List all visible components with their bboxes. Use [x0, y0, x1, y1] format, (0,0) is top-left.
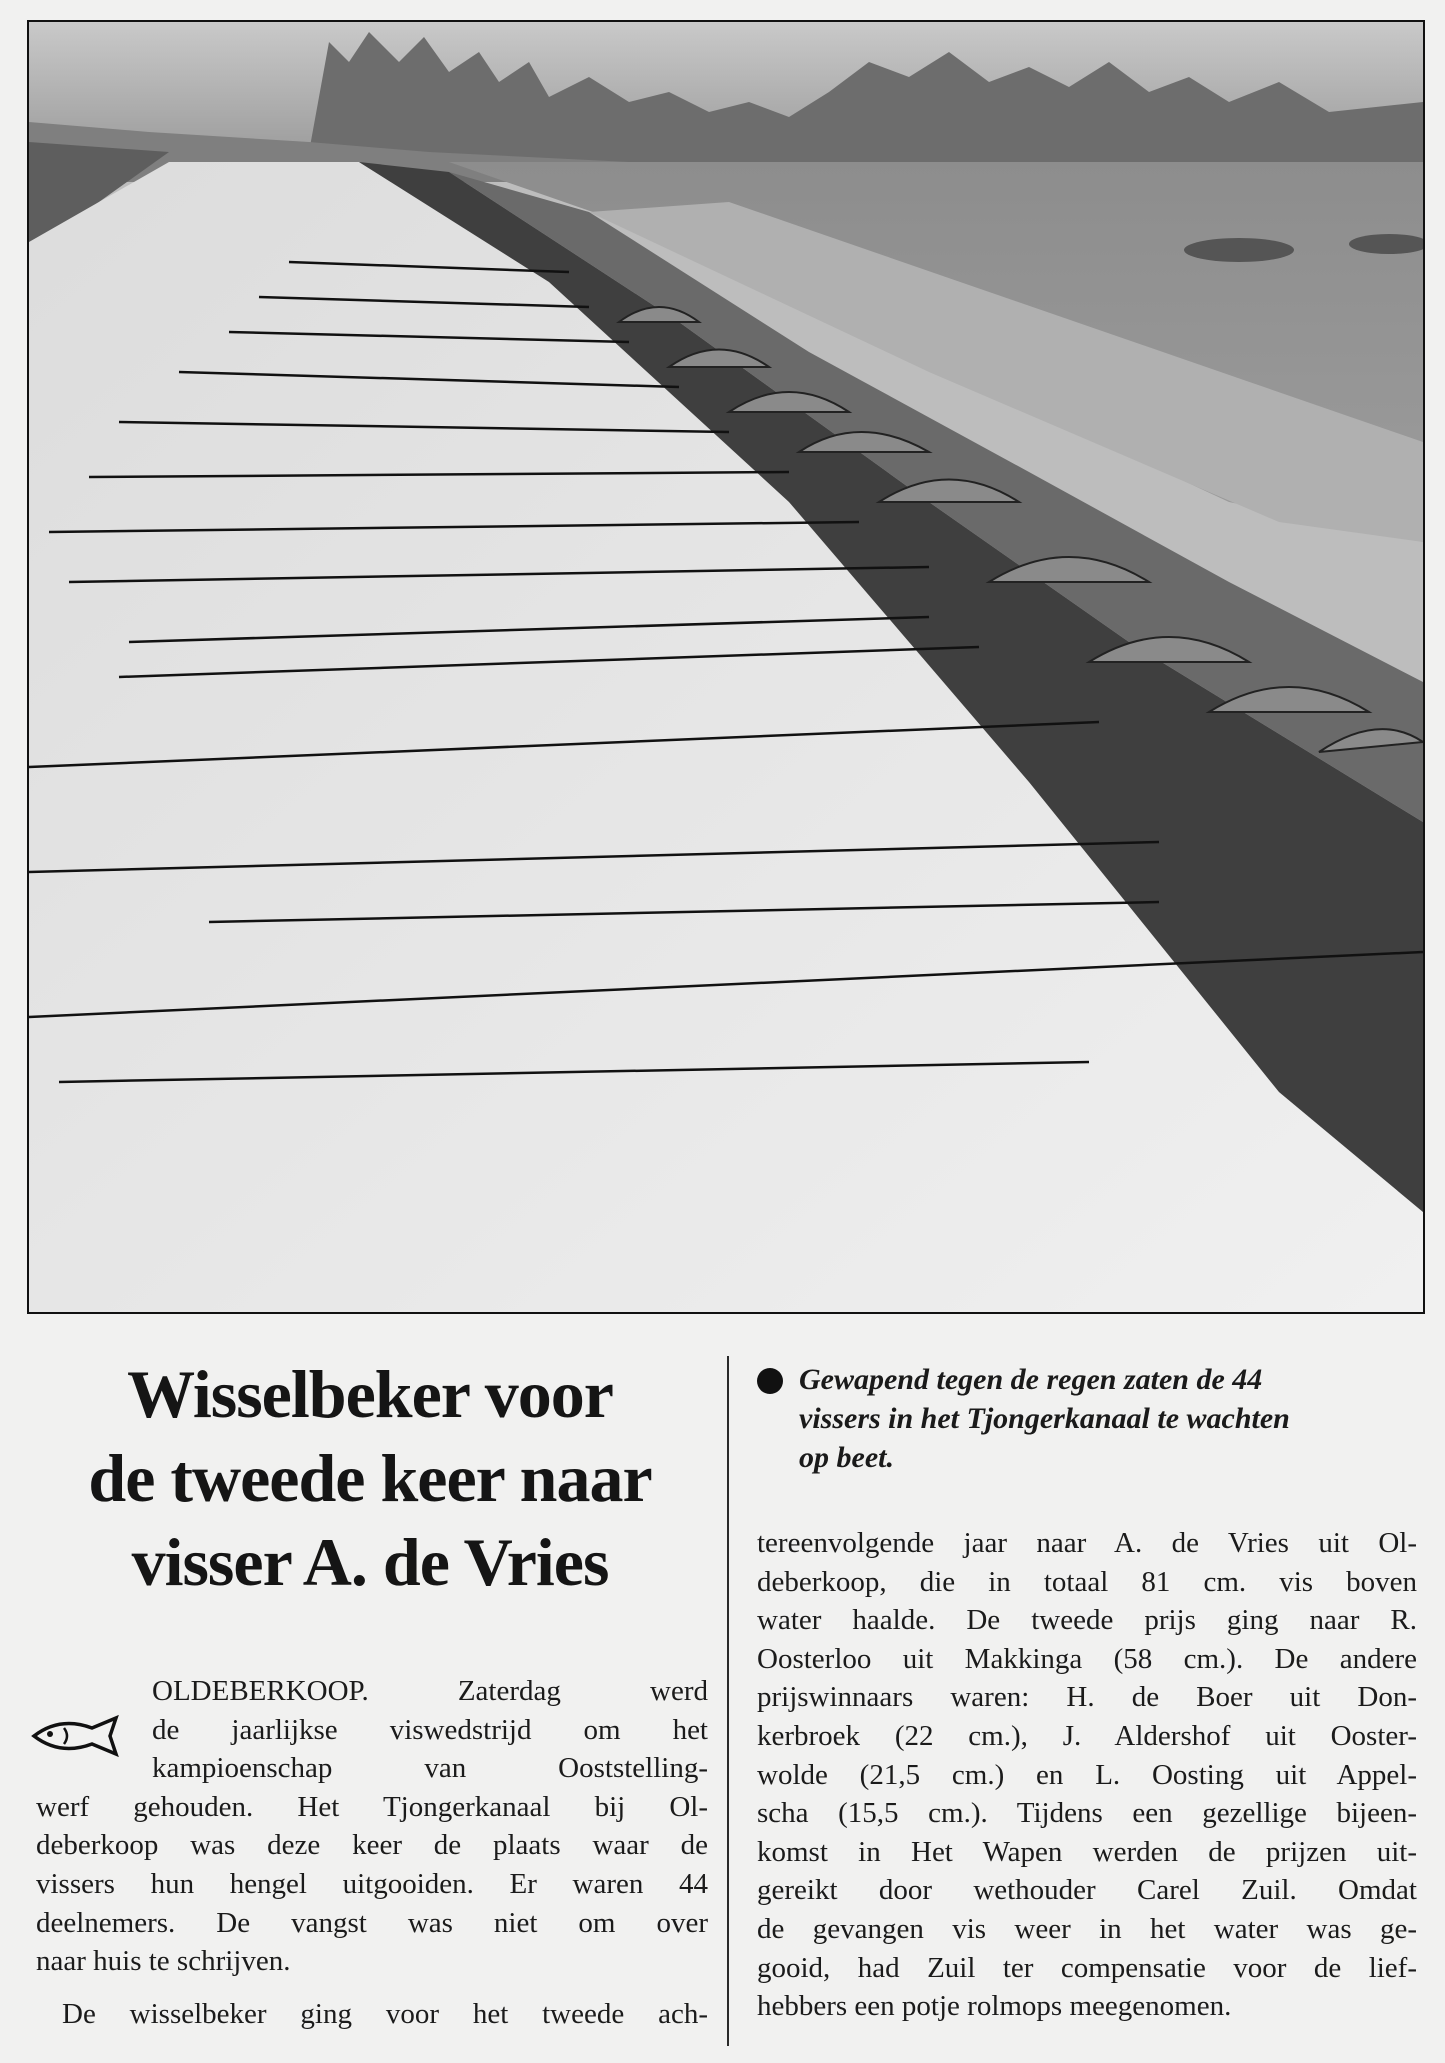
body-line: de gevangen vis weer in het water was ge-	[757, 1912, 1417, 1945]
body-line: deberkoop was deze keer de plaats waar de	[36, 1829, 708, 1862]
body-line: OLDEBERKOOP. Zaterdag werd	[152, 1675, 708, 1707]
caption-line: op beet.	[799, 1441, 894, 1474]
body-line: prijswinnaars waren: H. de Boer uit Don-	[757, 1681, 1417, 1714]
body-line: komst in Het Wapen werden de prijzen uit-	[757, 1835, 1417, 1868]
body-line: kampioenschap van Ooststelling-	[152, 1752, 708, 1785]
body-line: De wisselbeker ging voor het tweede ach-	[62, 1997, 708, 2030]
body-line: deelnemers. De vangst was niet om over	[36, 1906, 708, 1939]
photo-caption	[757, 1360, 1417, 1477]
body-line: scha (15,5 cm.). Tijdens een gezellige bijeen-	[757, 1797, 1417, 1830]
body-line: vissers hun hengel uitgooiden. Er waren 44	[36, 1867, 708, 1900]
body-line: wolde (21,5 cm.) en L. Oosting uit Appel-	[757, 1758, 1417, 1791]
body-line: werf gehouden. Het Tjongerkanaal bij Ol-	[36, 1790, 708, 1823]
headline-line: visser A. de Vries	[131, 1524, 609, 1600]
article-body-right	[757, 1524, 1417, 2026]
body-line: Oosterloo uit Makkinga (58 cm.). De andere	[757, 1642, 1417, 1675]
body-line: naar huis te schrijven.	[36, 1945, 291, 1978]
column-divider	[727, 1356, 729, 2046]
caption-line: Gewapend tegen de regen zaten de 44	[799, 1363, 1263, 1396]
body-line: gereikt door wethouder Carel Zuil. Omdat	[757, 1874, 1417, 1907]
body-line: de jaarlijkse viswedstrijd om het	[152, 1713, 708, 1746]
canal-photo	[27, 20, 1425, 1314]
headline	[40, 1352, 700, 1604]
body-line: water haalde. De tweede prijs ging naar R.	[757, 1604, 1417, 1637]
caption-line: vissers in het Tjongerkanaal te wachten	[799, 1402, 1290, 1435]
article-body-left	[36, 1672, 708, 2033]
bullet-icon	[757, 1368, 783, 1394]
body-line: kerbroek (22 cm.), J. Aldershof uit Ooster-	[757, 1719, 1417, 1752]
body-line: gooid, had Zuil ter compensatie voor de lief-	[757, 1951, 1417, 1984]
headline-line: Wisselbeker voor	[127, 1356, 613, 1432]
body-line: hebbers een potje rolmops meegenomen.	[757, 1990, 1232, 2023]
body-line: tereenvolgende jaar naar A. de Vries uit Ol-	[757, 1527, 1417, 1559]
headline-line: de tweede keer naar	[88, 1440, 652, 1516]
body-line: deberkoop, die in totaal 81 cm. vis boven	[757, 1565, 1417, 1598]
